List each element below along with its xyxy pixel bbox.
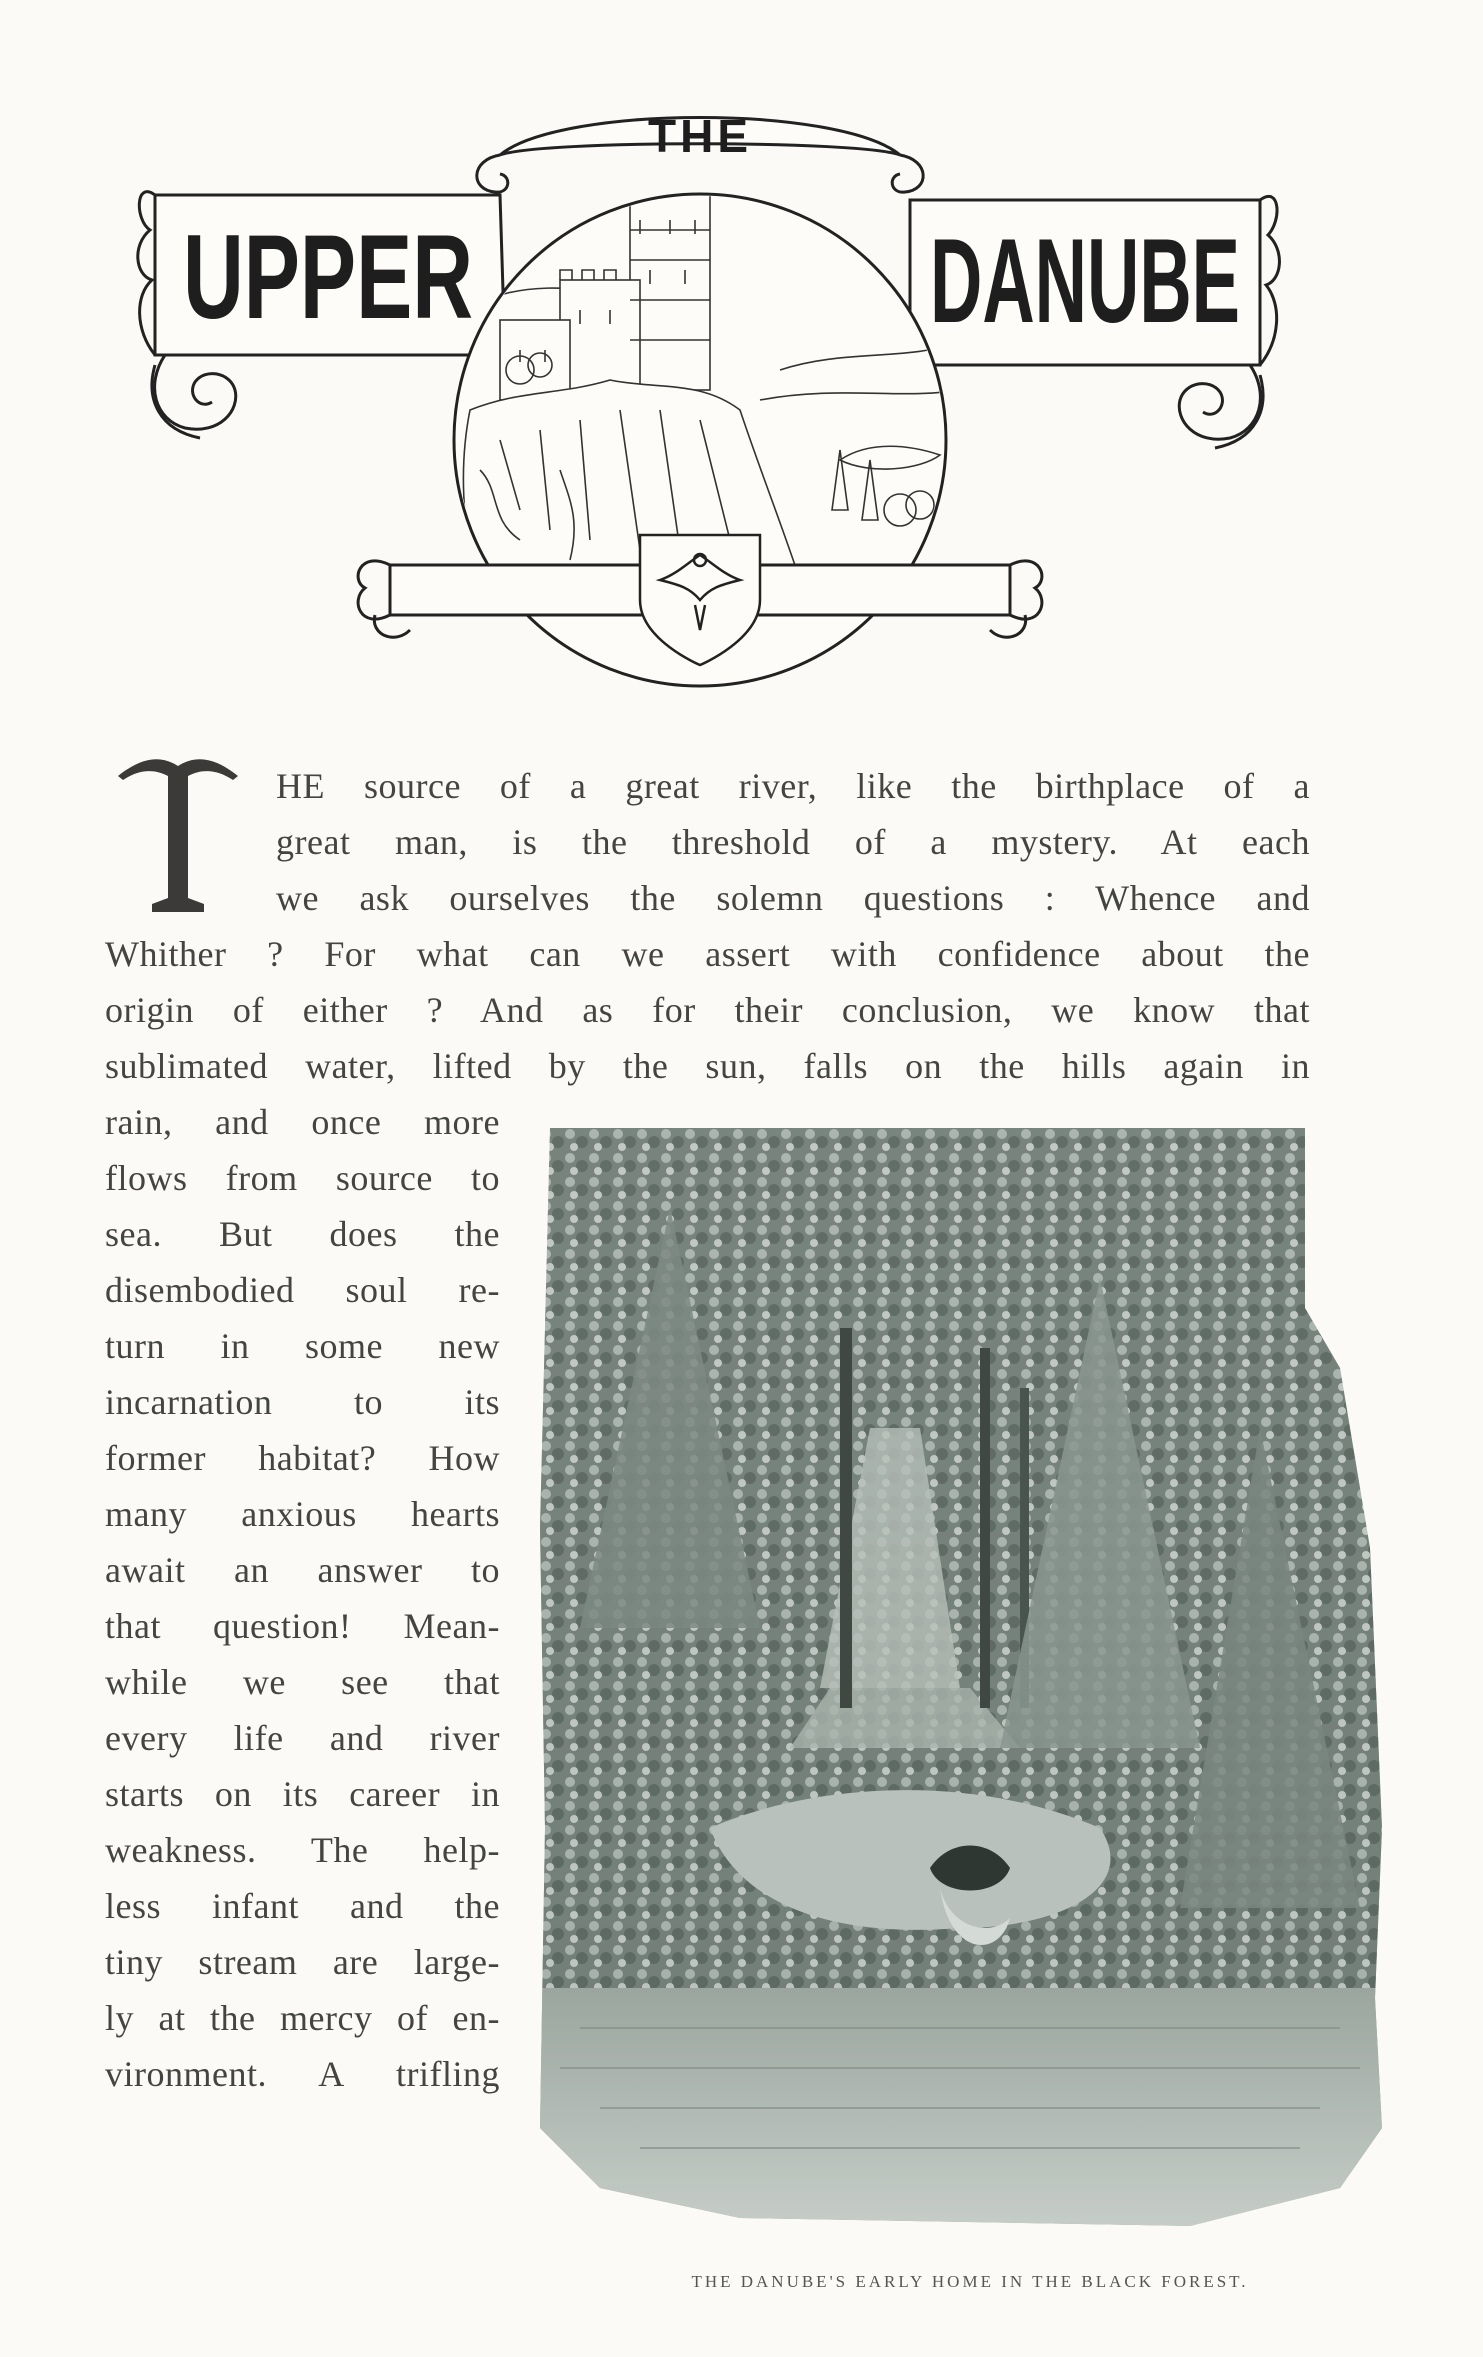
black-forest-photo [540, 1128, 1382, 2226]
column-text-line: many anxious hearts [105, 1494, 500, 1534]
title-word-the: THE [648, 110, 752, 162]
column-text-line: tiny stream are large- [105, 1942, 500, 1982]
column-text-line: sea. But does the [105, 1214, 500, 1254]
column-text-line: vironment. A trifling [105, 2054, 500, 2094]
text-line: great man, is the threshold of a mystery. At each [276, 822, 1310, 862]
text-line: Whither ? For what can we assert with confidence about the [105, 934, 1310, 974]
column-text-line: await an answer to [105, 1550, 500, 1590]
drop-cap-t [118, 748, 238, 918]
text-line: sublimated water, lifted by the sun, falls on the hills again in [105, 1046, 1310, 1086]
column-text-line: starts on its career in [105, 1774, 500, 1814]
column-text-line: incarnation to its [105, 1382, 500, 1422]
text-line: HE source of a great river, like the birthplace of a [276, 766, 1310, 806]
title-word-danube: DANUBE [930, 214, 1240, 348]
column-text-line: flows from source to [105, 1158, 500, 1198]
column-text-line: former habitat? How [105, 1438, 500, 1478]
column-text-line: ly at the mercy of en- [105, 1998, 500, 2038]
column-text-line: weakness. The help- [105, 1830, 500, 1870]
figure-caption: THE DANUBE'S EARLY HOME IN THE BLACK FOREST. [691, 2272, 1249, 2291]
text-line: origin of either ? And as for their conclusion, we know that [105, 990, 1310, 1030]
column-text-line: while we see that [105, 1662, 500, 1702]
column-text-line: that question! Mean- [105, 1606, 500, 1646]
text-line: we ask ourselves the solemn questions : Whence and [276, 878, 1310, 918]
column-text-line: less infant and the [105, 1886, 500, 1926]
column-text-line: rain, and once more [105, 1102, 500, 1142]
column-text-line: every life and river [105, 1718, 500, 1758]
title-ornament [140, 110, 1280, 690]
title-word-upper: UPPER [183, 210, 473, 344]
column-text-line: turn in some new [105, 1326, 500, 1366]
column-text-line: disembodied soul re- [105, 1270, 500, 1310]
